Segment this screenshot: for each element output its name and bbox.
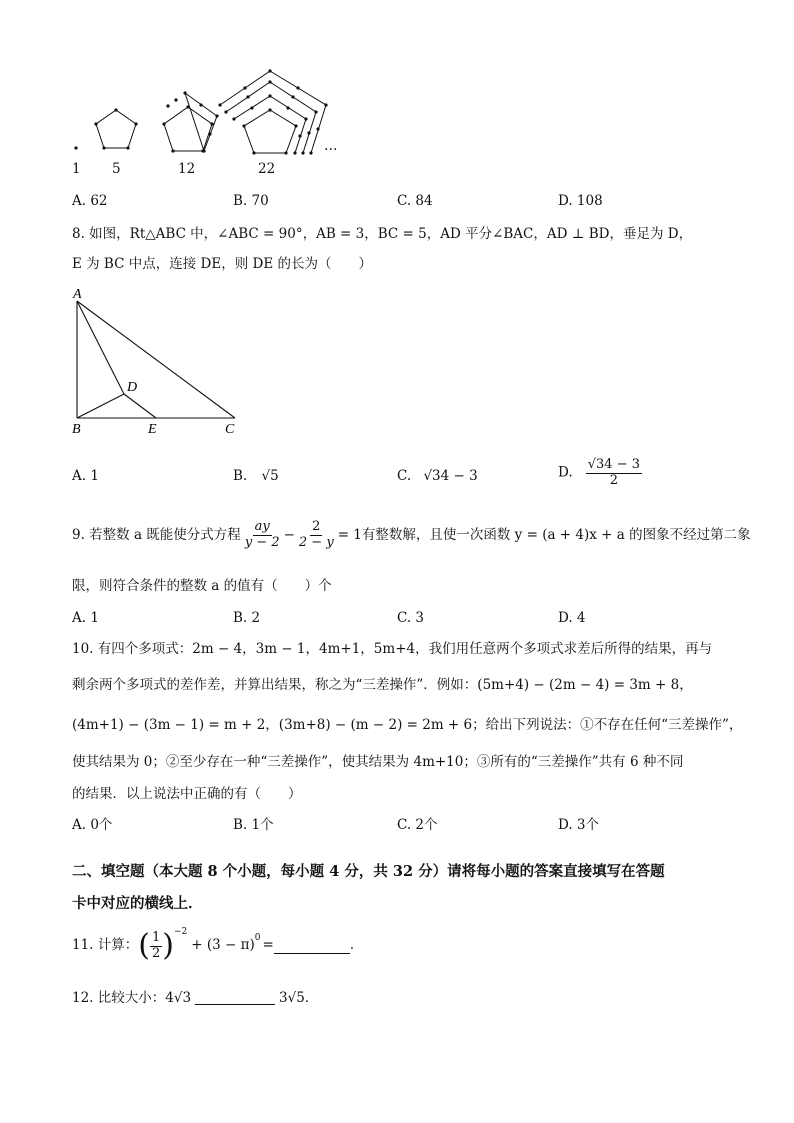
q11-frac-den: 2 bbox=[151, 945, 161, 961]
section2-heading-line1: 二、填空题（本大题 8 个小题，每小题 4 分，共 32 分）请将每小题的答案直接填写在答题 bbox=[72, 863, 665, 880]
q9-option-a[interactable]: A. 1 bbox=[72, 610, 99, 626]
q9-fraction-2 bbox=[297, 520, 336, 551]
q7-option-d[interactable]: D. 108 bbox=[558, 193, 603, 209]
q11-equals: = bbox=[262, 937, 274, 954]
q10-stem-line1: 10. 有四个多项式：2m − 4，3m − 1，4m+1，5m+4，我们用任意两个多项式求差后所得的结果，再与 bbox=[72, 641, 713, 657]
q7-option-b[interactable]: B. 70 bbox=[233, 193, 269, 209]
q12-right-expr: 3√5 bbox=[279, 989, 305, 1006]
q11-line bbox=[72, 926, 363, 966]
q8-option-c-label: C. bbox=[397, 468, 412, 484]
triangle-figure bbox=[68, 284, 248, 436]
q11-end: ． bbox=[349, 937, 364, 954]
point-label-c: C bbox=[225, 422, 235, 436]
q7-option-c[interactable]: C. 84 bbox=[397, 193, 433, 209]
q9-option-b[interactable]: B. 2 bbox=[233, 610, 261, 626]
point-label-e: E bbox=[148, 422, 157, 436]
q9-frac2-den: 2 − y bbox=[298, 534, 334, 550]
q8-option-d[interactable] bbox=[558, 458, 642, 489]
q8-stem-line1: 8. 如图，Rt△ABC 中，∠ABC = 90°，AB = 3，BC = 5，AD 平分∠BAC，AD ⊥ BD，垂足为 D， bbox=[72, 226, 693, 242]
pattern-label-3: 12 bbox=[178, 161, 196, 177]
q11-paren-open: ( bbox=[138, 928, 150, 963]
q10-option-b[interactable]: B. 1个 bbox=[233, 817, 274, 833]
q11-fraction bbox=[150, 931, 162, 962]
q11-frac-num: 1 bbox=[151, 929, 161, 945]
pattern-label-1: 1 bbox=[72, 161, 81, 177]
pattern-ellipsis: … bbox=[324, 138, 338, 154]
q12-end: ． bbox=[304, 989, 319, 1006]
q9-frac1-den: y − 2 bbox=[244, 534, 280, 550]
q11-prefix: 11. 计算： bbox=[72, 937, 139, 954]
q8-option-d-label: D. bbox=[558, 464, 573, 481]
q10-option-c[interactable]: C. 2个 bbox=[397, 817, 438, 833]
q8-option-d-denominator: 2 bbox=[609, 472, 618, 488]
pattern-label-4: 22 bbox=[258, 161, 276, 177]
q9-stem-line1 bbox=[72, 520, 751, 551]
q9-fraction-1 bbox=[243, 520, 282, 551]
q11-answer-blank[interactable] bbox=[274, 939, 350, 954]
point-label-b: B bbox=[72, 422, 81, 436]
q9-suffix: 有整数解，且使一次函数 y = (a + 4)x + a 的图象不经过第二象 bbox=[361, 526, 751, 543]
q11-exponent-1: −2 bbox=[173, 927, 188, 937]
q10-stem-line3: (4m+1) − (3m − 1) = m + 2，(3m+8) − (m − 2) = 2m + 6；给出下列说法：①不存在任何“三差操作”， bbox=[72, 717, 743, 733]
q7-option-a[interactable]: A. 62 bbox=[72, 193, 108, 209]
q9-option-c[interactable]: C. 3 bbox=[397, 610, 425, 626]
q8-option-b-expr: √5 bbox=[261, 468, 279, 484]
q11-paren-close: ) bbox=[162, 928, 174, 963]
q8-option-d-fraction bbox=[586, 458, 642, 489]
q10-option-a[interactable]: A. 0个 bbox=[72, 817, 113, 833]
q11-exponent-2: 0 bbox=[254, 933, 261, 943]
point-label-a: A bbox=[73, 287, 82, 302]
q9-equals: = 1 bbox=[337, 526, 362, 543]
q12-left-expr: 4√3 bbox=[165, 989, 192, 1006]
q12-answer-blank[interactable] bbox=[195, 990, 275, 1005]
q8-option-c[interactable] bbox=[397, 470, 478, 484]
q9-stem-line2: 限，则符合条件的整数 a 的值有（ ）个 bbox=[72, 578, 332, 594]
q10-stem-line5: 的结果．以上说法中正确的有（ ） bbox=[72, 786, 302, 802]
q8-option-b[interactable] bbox=[233, 470, 279, 484]
q11-middle-term: + (3 − π) bbox=[191, 937, 255, 954]
q8-option-d-numerator: √34 − 3 bbox=[587, 457, 640, 472]
q10-option-d[interactable]: D. 3个 bbox=[558, 817, 600, 833]
q12-prefix: 12. 比较大小： bbox=[72, 989, 166, 1006]
q12-line bbox=[72, 990, 318, 1005]
pattern-label-2: 5 bbox=[112, 161, 121, 177]
q8-option-b-label: B. bbox=[233, 468, 248, 484]
point-label-d: D bbox=[127, 380, 138, 395]
q8-option-a[interactable]: A. 1 bbox=[72, 468, 99, 484]
q9-minus: − bbox=[283, 526, 295, 543]
q10-stem-line4: 使其结果为 0；②至少存在一种“三差操作”，使其结果为 4m+10；③所有的“三差操作”共有 6 种不同 bbox=[72, 754, 684, 770]
q8-stem-line2: E 为 BC 中点，连接 DE，则 DE 的长为（ ） bbox=[72, 256, 372, 272]
q8-option-c-expr: √34 − 3 bbox=[423, 468, 478, 484]
q9-frac1-num: ay bbox=[254, 519, 270, 534]
q9-prefix: 9. 若整数 a 既能使分式方程 bbox=[72, 526, 241, 543]
q10-stem-line2: 剩余两个多项式的差作差，并算出结果，称之为“三差操作”．例如：(5m+4) − (2m − 4) = 3m + 8， bbox=[72, 677, 693, 693]
section2-heading-line2: 卡中对应的横线上． bbox=[72, 895, 203, 912]
q9-option-d[interactable]: D. 4 bbox=[558, 610, 586, 626]
q9-frac2-num: 2 bbox=[312, 519, 321, 534]
